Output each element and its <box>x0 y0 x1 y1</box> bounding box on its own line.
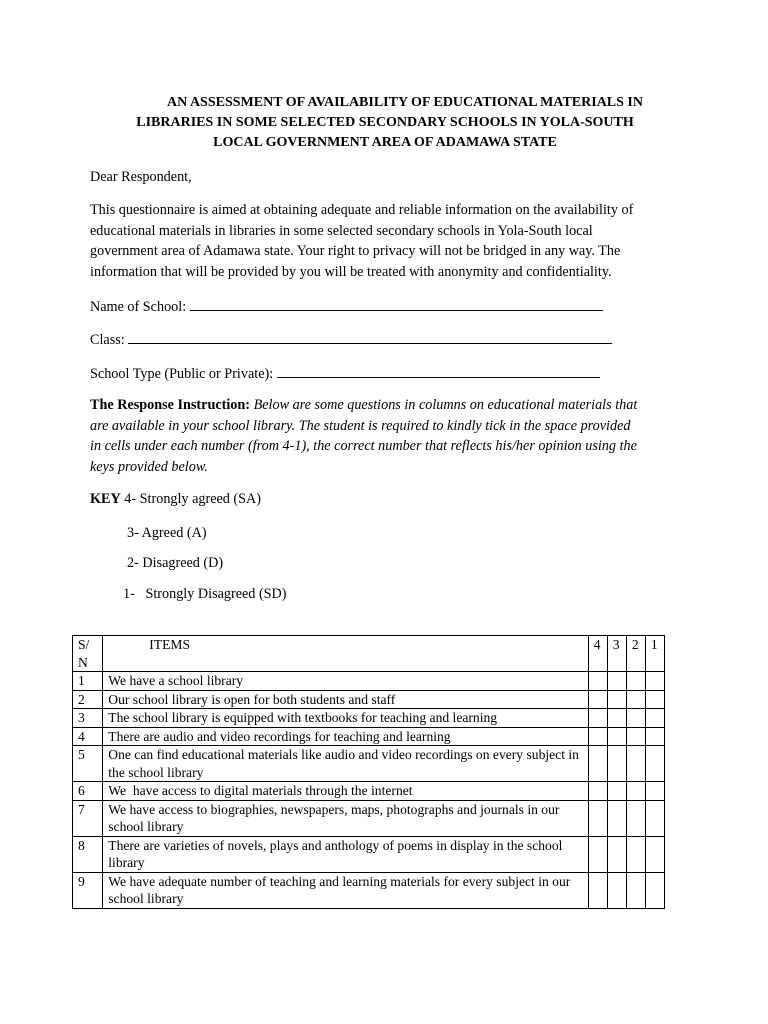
rating-cell-4[interactable] <box>588 672 607 691</box>
rating-cell-1[interactable] <box>645 672 664 691</box>
table-row <box>73 727 665 746</box>
class-field[interactable] <box>90 329 612 351</box>
rating-cell-3[interactable] <box>607 709 626 728</box>
intro-line: educational materials in libraries in some selected secondary schools in Yola-South local <box>90 222 593 239</box>
document-title <box>90 93 680 153</box>
title-line-3: LOCAL GOVERNMENT AREA OF ADAMAWA STATE <box>213 135 557 150</box>
response-instruction <box>90 395 680 477</box>
rating-cell-2[interactable] <box>626 727 645 746</box>
rating-cell-4[interactable] <box>588 782 607 801</box>
intro-line: information that will be provided by you will be treated with anonymity and confidentiality. <box>90 263 612 280</box>
school-type-blank[interactable] <box>277 363 600 378</box>
row-sn: 9 <box>73 872 103 908</box>
rating-cell-3[interactable] <box>607 746 626 782</box>
rating-cell-3[interactable] <box>607 782 626 801</box>
rating-cell-2[interactable] <box>626 672 645 691</box>
row-item: There are varieties of novels, plays and anthology of poems in display in the school library <box>103 836 588 872</box>
questionnaire-table <box>72 635 665 909</box>
intro-paragraph <box>90 200 680 282</box>
rating-cell-1[interactable] <box>645 727 664 746</box>
key-label: KEY <box>90 491 121 507</box>
table-row <box>73 782 665 801</box>
rating-cell-4[interactable] <box>588 709 607 728</box>
rating-cell-1[interactable] <box>645 690 664 709</box>
key-item: 1- Strongly Disagreed (SD) <box>123 586 287 602</box>
rating-cell-3[interactable] <box>607 727 626 746</box>
rating-cell-3[interactable] <box>607 836 626 872</box>
row-sn: 6 <box>73 782 103 801</box>
instruction-line: in cells under each number (from 4-1), the correct number that reflects his/her opinion using the <box>90 438 637 454</box>
row-item: We have adequate number of teaching and learning materials for every subject in our school library <box>103 872 588 908</box>
table-row <box>73 672 665 691</box>
row-sn: 1 <box>73 672 103 691</box>
header-items: ITEMS <box>103 636 588 672</box>
instruction-line: Below are some questions in columns on educational materials that <box>253 397 638 413</box>
row-sn: 7 <box>73 800 103 836</box>
school-name-label: Name of School: <box>90 299 187 315</box>
row-item: We have access to digital materials through the internet <box>103 782 588 801</box>
table-row <box>73 836 665 872</box>
rating-cell-4[interactable] <box>588 690 607 709</box>
school-type-field[interactable] <box>90 363 600 385</box>
intro-line: government area of Adamawa state. Your right to privacy will not be bridged in any way. The <box>90 243 621 259</box>
header-sn: S/ N <box>73 636 103 672</box>
title-line-2: LIBRARIES IN SOME SELECTED SECONDARY SCHOOLS IN YOLA-SOUTH <box>136 115 634 130</box>
rating-cell-2[interactable] <box>626 800 645 836</box>
rating-cell-1[interactable] <box>645 782 664 801</box>
school-name-blank[interactable] <box>190 296 603 311</box>
rating-cell-1[interactable] <box>645 709 664 728</box>
rating-cell-4[interactable] <box>588 800 607 836</box>
rating-cell-4[interactable] <box>588 746 607 782</box>
header-rating-2: 2 <box>626 636 645 672</box>
rating-cell-3[interactable] <box>607 690 626 709</box>
header-rating-1: 1 <box>645 636 664 672</box>
header-rating-4: 4 <box>588 636 607 672</box>
intro-line: This questionnaire is aimed at obtaining adequate and reliable information on the availability of <box>90 202 634 218</box>
key-item: 2- Disagreed (D) <box>127 555 224 571</box>
class-blank[interactable] <box>128 329 612 344</box>
row-sn: 3 <box>73 709 103 728</box>
school-name-field[interactable] <box>90 296 603 318</box>
table-row <box>73 690 665 709</box>
row-item: There are audio and video recordings for teaching and learning <box>103 727 588 746</box>
rating-cell-3[interactable] <box>607 872 626 908</box>
rating-cell-2[interactable] <box>626 709 645 728</box>
rating-cell-3[interactable] <box>607 672 626 691</box>
key-row-4 <box>90 491 261 508</box>
rating-cell-1[interactable] <box>645 800 664 836</box>
row-sn: 2 <box>73 690 103 709</box>
rating-cell-4[interactable] <box>588 872 607 908</box>
row-item: One can find educational materials like audio and video recordings on every subject in the school library <box>103 746 588 782</box>
row-item: The school library is equipped with textbooks for teaching and learning <box>103 709 588 728</box>
rating-cell-1[interactable] <box>645 872 664 908</box>
row-item: Our school library is open for both students and staff <box>103 690 588 709</box>
school-type-label: School Type (Public or Private): <box>90 366 274 382</box>
rating-cell-2[interactable] <box>626 782 645 801</box>
rating-cell-2[interactable] <box>626 872 645 908</box>
salutation: Dear Respondent, <box>90 169 192 185</box>
instruction-line: keys provided below. <box>90 458 208 475</box>
row-item: We have a school library <box>103 672 588 691</box>
rating-cell-2[interactable] <box>626 836 645 872</box>
title-line-1: AN ASSESSMENT OF AVAILABILITY OF EDUCATIONAL MATERIALS IN <box>167 95 643 110</box>
row-sn: 4 <box>73 727 103 746</box>
rating-cell-3[interactable] <box>607 800 626 836</box>
rating-cell-1[interactable] <box>645 746 664 782</box>
row-sn: 8 <box>73 836 103 872</box>
table-row <box>73 709 665 728</box>
instruction-label: The Response Instruction: <box>90 397 251 413</box>
row-sn: 5 <box>73 746 103 782</box>
table-row <box>73 746 665 782</box>
rating-cell-2[interactable] <box>626 690 645 709</box>
rating-cell-4[interactable] <box>588 727 607 746</box>
table-row <box>73 872 665 908</box>
rating-cell-4[interactable] <box>588 836 607 872</box>
rating-cell-1[interactable] <box>645 836 664 872</box>
class-label: Class: <box>90 332 125 348</box>
table-header-row <box>73 636 665 672</box>
rating-cell-2[interactable] <box>626 746 645 782</box>
key-item: 4- Strongly agreed (SA) <box>124 491 262 507</box>
key-item: 3- Agreed (A) <box>127 525 207 541</box>
instruction-line: are available in your school library. The student is required to kindly tick in the space provided <box>90 417 631 434</box>
row-item: We have access to biographies, newspapers, maps, photographs and journals in our school library <box>103 800 588 836</box>
table-row <box>73 800 665 836</box>
header-rating-3: 3 <box>607 636 626 672</box>
